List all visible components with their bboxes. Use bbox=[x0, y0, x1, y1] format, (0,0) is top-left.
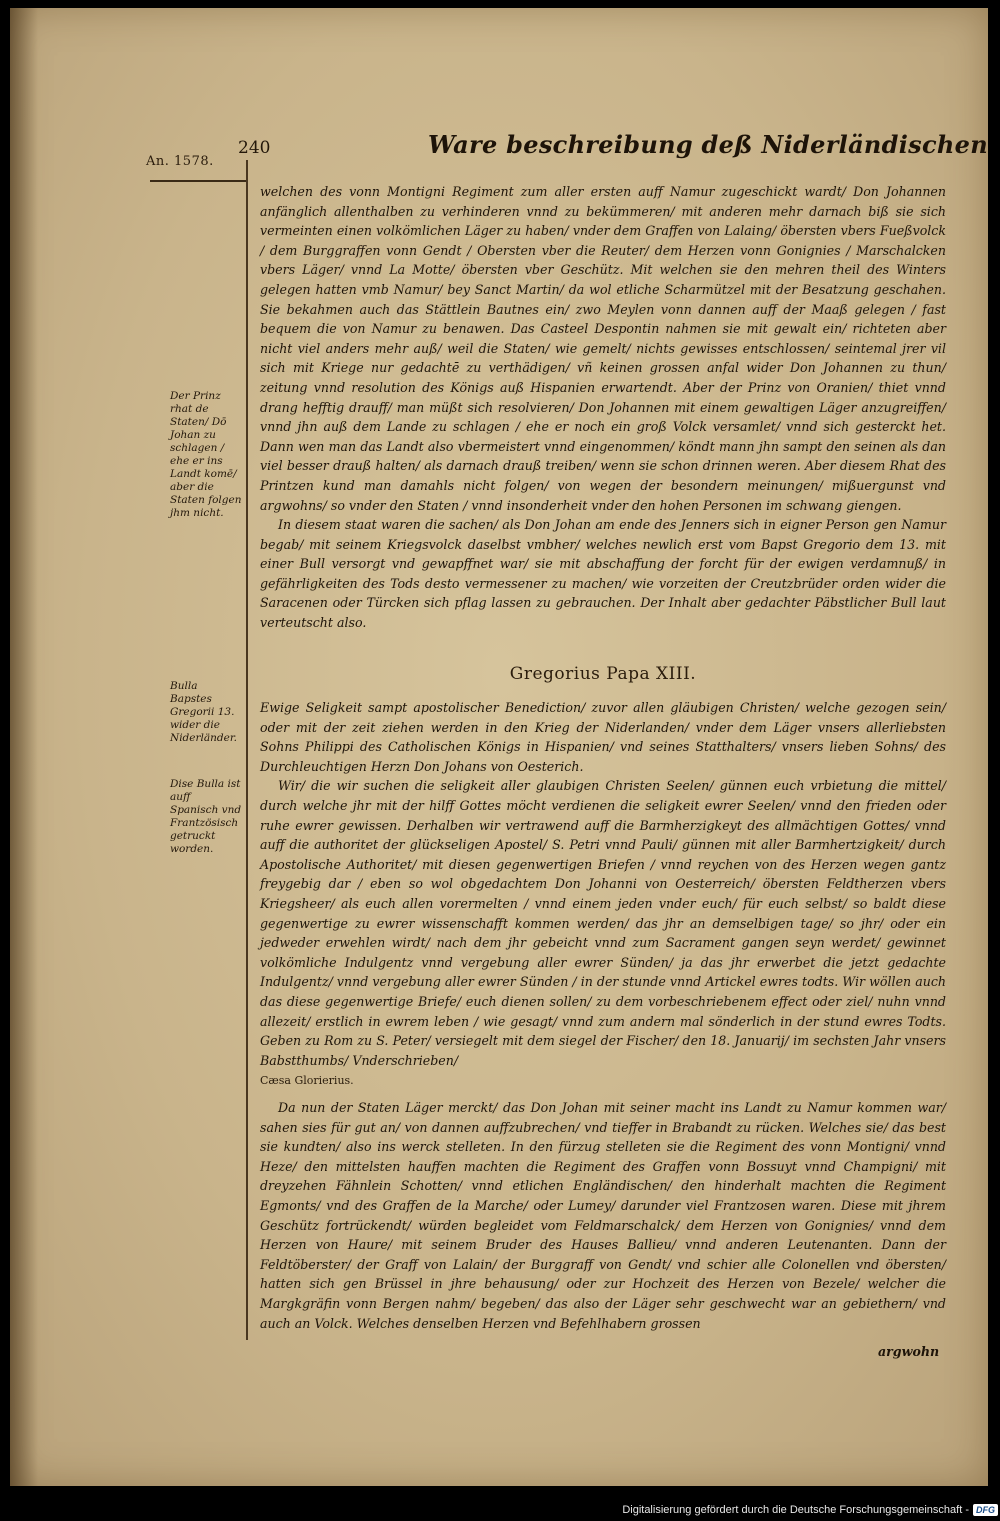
page-header bbox=[10, 116, 988, 169]
funding-notice: Digitalisierung gefördert durch die Deutsche Forschungsgemeinschaft - bbox=[622, 1504, 969, 1516]
page-number: 240 bbox=[238, 138, 271, 158]
margin-column-rule bbox=[246, 160, 248, 1340]
spine-shadow bbox=[10, 8, 38, 1486]
year-marginal: An. 1578. bbox=[146, 154, 214, 169]
catchword: argwohn bbox=[878, 1344, 940, 1359]
papal-bull-text bbox=[260, 698, 946, 1070]
paragraph: In diesem staat waren die sachen/ als Don Johan am ende des Jenners sich in eigner Person gen Namur begab/ mit seinem Kriegsvolck daselbst vmbher/ welches newlich erst vom Bapst Gregorio dem 13. mit einer Bull versorgt vnd gewapffnet war/ sie mit abschaffung der forcht für der ewigen verdamnuß/ in gefährligkeiten des Tods desto vermessener zu machen/ wie vorzeiten der Creutzbrüder orden wider die Saracenen oder Türcken sich pflag lassen zu gebrauchen. Der Inhalt aber gedachter Päbstlicher Bull laut verteutscht also. bbox=[260, 517, 946, 631]
section-heading: Gregorius Papa XIII. bbox=[509, 664, 697, 684]
main-text-block bbox=[260, 182, 946, 633]
marginal-note-prince: Der Prinz rhat de Staten/ Dō Johan zu schlagen / ehe er ins Landt komē/ aber die Staten folgen jhm nicht. bbox=[170, 390, 242, 519]
paragraph: Ewige Seligkeit sampt apostolischer Benediction/ zuvor allen gläubigen Christen/ welche gezogen sein/ oder mit der zeit ziehen werden in den Krieg der Niderlanden/ vnder dem Läger vnsers allerliebsten Sohns Philippi des Catholischen Königs in Hispanien/ vnd seines Statthalters/ vnsers lieben Sohns/ des Durchleuchtigen Herzn Don Johans von Oesterich. bbox=[260, 700, 946, 774]
marginal-note-bull: Bulla Bapstes Gregorii 13. wider die Niderländer. bbox=[170, 680, 238, 744]
paragraph: Wir/ die wir suchen die seligkeit aller glaubigen Christen Seelen/ günnen euch vrbietung die mittel/ durch welche jhr mit der hilff Gottes möcht verdienen die seligkeit ewrer Seelen/ vnnd den frieden oder ruhe ewrer gewissen. Derhalben wir vertrawend auff die Barmherzigkeyt des allmächtigen Gottes/ vnnd auff die authoritet der glückseligen Apostel/ S. Petri vnnd Pauli/ günnen mit aller Barmhertzigkeit/ durch Apostolische Authoritet/ mit diesen gegenwertigen Briefen / vnnd reychen von des Herzen wegen gantz freygebig dar / eben so wol obgedachtem Don Johanni von Oesterreich/ öbersten Feldtherzen vbers Kriegsheer/ als euch allen vorermelten / vnnd einem jeden vnder euch/ für euch selbst/ so baldt diese gegenwertige zu ewrer wissenschafft kommen werden/ das jhr an demselbigen tage/ so jhr/ oder ein jedweder erwehlen wirdt/ nach dem jhr gebeicht vnnd zum Sacrament gangen seyn werdet/ gewinnet volkömliche Indulgentz vnnd vergebung aller ewrer Sünden/ ja das jhr erwerbet die jetzt gedachte Indulgentz/ vnnd vergebung aller ewrer Sünden / in der stunde vnnd Artickel ewres todts. Wir wöllen auch das diese gegenwertige Briefe/ euch dienen sollen/ zu dem vorbeschriebenem effect oder ziel/ nuhn vnnd allezeit/ erstlich in ewrem leben / wie gesagt/ vnnd zum andern mal sönderlich in der stund ewres Todts. Geben zu Rom zu S. Peter/ versiegelt mit dem siegel der Fischer/ den 18. Januarij/ im sechsten Jahr vnsers Babstthumbs/ Vnderschrieben/ bbox=[260, 778, 946, 1068]
paragraph: Da nun der Staten Läger merckt/ das Don Johan mit seiner macht ins Landt zu Namur kommen war/ sahen sies für gut an/ von dannen auffzubrechen/ vnd tieffer in Brabandt zu rücken. Welches sie/ das best sie kundten/ also ins werck stelleten. In den fürzug stelleten sie die Regiment des vonn Montigni/ vnnd Heze/ den mittelsten hauffen machten die Regiment des Graffen vonn Bossuyt vnnd Champigni/ mit dreyzehen Fähnlein Schotten/ vnnd etlichen Engländischen/ den hinderhalt machten die Regiment Egmonts/ vnd des Graffen de la Marche/ oder Lumey/ darunder viel Frantzosen waren. Diese mit jhrem Geschütz fortrückendt/ würden begleidet vom Feldmarschalck/ dem Herzen von Gonignies/ vnnd dem Herzen von Haure/ mit seinem Bruder des Hauses Ballieu/ vnnd anderen Leutenanten. Dann der Feldtöberster/ der Graff von Lalain/ der Burggraff von Gendt/ vnd schier alle Colonellen vnd öbersten/ hatten sich gen Brüssel in jhre behausung/ oder zur Hochzeit des Herzen von Bezele/ welcher die Margkgräfin vonn Bergen nahm/ begeben/ das also der Läger sehr geschwecht war an gebiethern/ vnd auch an Volck. Welches denselben Herzen vnd Befehlhabern grossen bbox=[260, 1100, 946, 1331]
signature: Cæsa Glorierius. bbox=[260, 1074, 354, 1087]
running-title: Ware beschreibung deß Niderländischen bbox=[428, 130, 988, 159]
digitization-footer bbox=[540, 1502, 998, 1518]
paragraph: welchen des vonn Montigni Regiment zum aller ersten auff Namur zugeschickt wardt/ Don Johannen anfänglich allenthalben zu verhinderen vnnd zu bekümmeren/ mit anderen mehr darnach biß sie sich vermeinten einen volkömlichen Läger zu haben/ vnder dem Graffen von Lalaing/ öbersten vbers Fueßvolck / dem Burggraffen vonn Gendt / Obersten vber die Reuter/ dem Herzen vonn Gonignies / Marschalcken vbers Läger/ vnnd La Motte/ öbersten vber Geschütz. Mit welchen sie den mehren theil des Winters gelegen hatten vmb Namur/ bey Sanct Martin/ da wol etliche Scharmützel mit der Besatzung geschahen. Sie bekahmen auch das Stättlein Bautnes ein/ zwo Meylen vonn dannen auff der Maaß gelegen / fast bequem die von Namur zu benawen. Das Casteel Despontin nahmen sie mit gewalt ein/ richteten aber nicht viel anders mehr auß/ weil die Staten/ wie gemelt/ nichts gewisses entschlossen/ seintemal jrer vil sich mit Kriege nur gedachtē zu verthädigen/ vñ keinen grossen anfal wider Don Johannen zu thun/ zeitung vnnd resolution des Königs auß Hispanien erwartendt. Aber der Prinz von Oranien/ thiet vnnd drang hefftig drauff/ man müßt sich resolvieren/ Don Johannen mit einem gewaltigen Läger anzugreiffen/ vnnd jhn auß dem Lande zu schlagen / ehe er noch ein groß Volck versamlet/ vnnd sich gesterckt het. Dann wen man das Landt also vbermeistert vnnd eingenommen/ köndt mann jhn sampt den seinen als dan viel besser drauß halten/ als darnach drauß treiben/ wenn sie schon drinnen weren. Aber diesem Rhat des Printzen kund man damahls nicht folgen/ von wegen der besondern meinungen/ mißuergunst vnd argwohns/ so vnder den Staten / vnnd insonderheit vnder den hohen Personen im schwang giengen. bbox=[260, 184, 946, 513]
book-page bbox=[10, 8, 988, 1486]
year-rule bbox=[150, 180, 246, 182]
narrative-continuation bbox=[260, 1098, 946, 1333]
dfg-logo: DFG bbox=[973, 1504, 998, 1516]
marginal-note-printing: Dise Bulla ist auff Spanisch vnd Frantzösisch getruckt worden. bbox=[170, 778, 242, 855]
